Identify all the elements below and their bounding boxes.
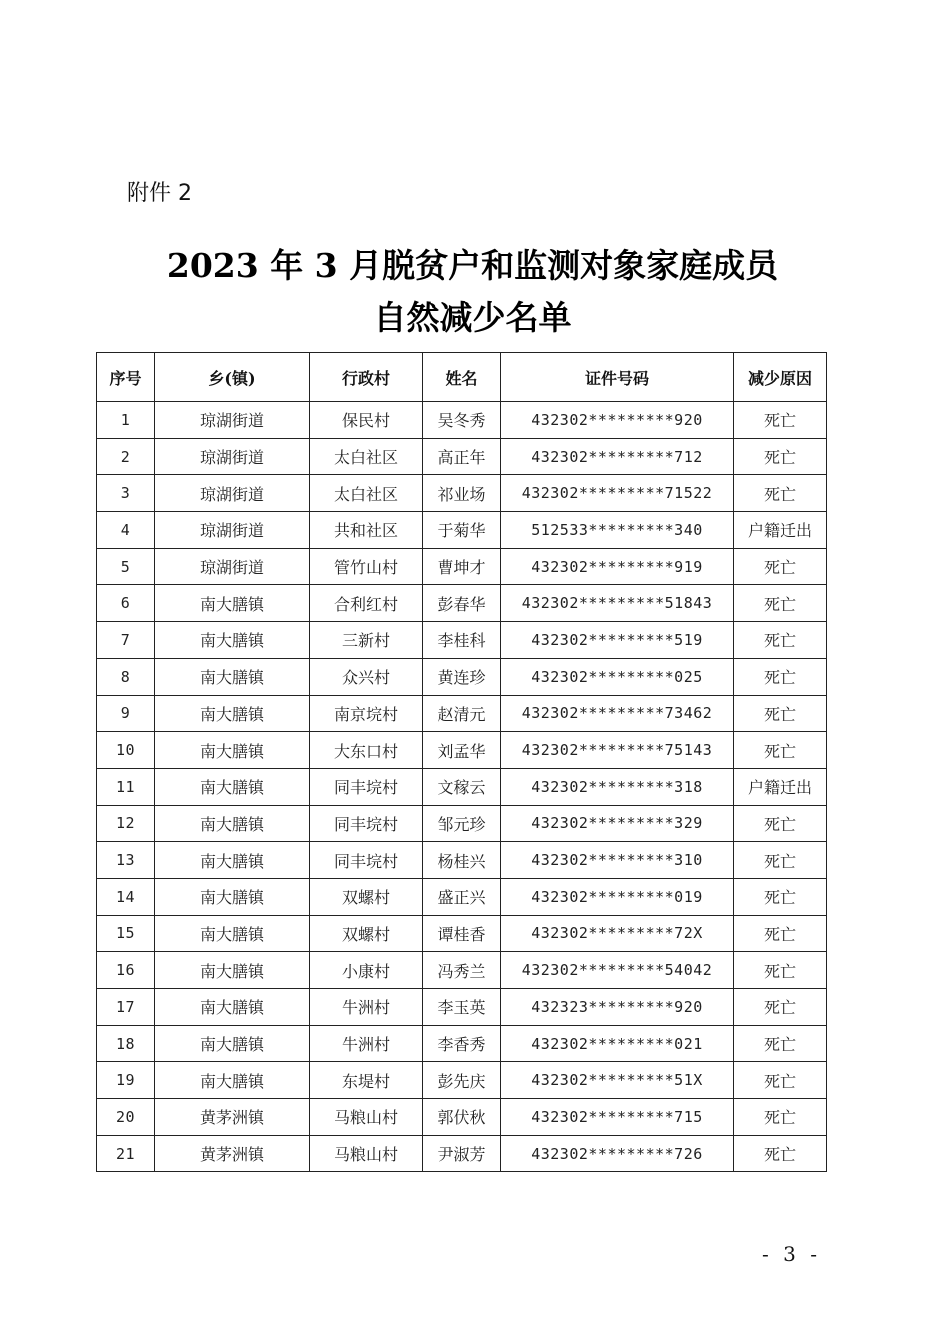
cell-id-number: 432302*********021 bbox=[501, 1025, 734, 1062]
cell-id-number: 432302*********025 bbox=[501, 658, 734, 695]
cell-village: 大东口村 bbox=[310, 732, 423, 769]
table-row bbox=[97, 622, 827, 659]
column-header-seq: 序号 bbox=[97, 353, 155, 402]
cell-seq: 2 bbox=[97, 438, 155, 475]
table-row bbox=[97, 842, 827, 879]
cell-town: 南大膳镇 bbox=[155, 989, 310, 1026]
cell-id-number: 432302*********318 bbox=[501, 768, 734, 805]
column-header-town: 乡(镇) bbox=[155, 353, 310, 402]
cell-village: 三新村 bbox=[310, 622, 423, 659]
cell-id-number: 432302*********920 bbox=[501, 402, 734, 439]
cell-name: 郭伏秋 bbox=[423, 1099, 501, 1136]
cell-id-number: 432302*********71522 bbox=[501, 475, 734, 512]
cell-id-number: 432302*********310 bbox=[501, 842, 734, 879]
cell-village: 双螺村 bbox=[310, 915, 423, 952]
document-title-line-2: 自然减少名单 bbox=[373, 298, 572, 337]
cell-town: 南大膳镇 bbox=[155, 768, 310, 805]
cell-seq: 10 bbox=[97, 732, 155, 769]
cell-name: 祁业场 bbox=[423, 475, 501, 512]
cell-name: 彭先庆 bbox=[423, 1062, 501, 1099]
cell-id-number: 432302*********54042 bbox=[501, 952, 734, 989]
cell-id-number: 432302*********75143 bbox=[501, 732, 734, 769]
column-header-reason: 减少原因 bbox=[734, 353, 827, 402]
cell-id-number: 432302*********51X bbox=[501, 1062, 734, 1099]
cell-name: 李玉英 bbox=[423, 989, 501, 1026]
cell-seq: 7 bbox=[97, 622, 155, 659]
cell-reason: 死亡 bbox=[734, 402, 827, 439]
page-number: - 3 - bbox=[762, 1242, 821, 1266]
cell-reason: 死亡 bbox=[734, 475, 827, 512]
cell-seq: 20 bbox=[97, 1099, 155, 1136]
cell-town: 南大膳镇 bbox=[155, 805, 310, 842]
cell-town: 琼湖街道 bbox=[155, 438, 310, 475]
document-title-line-1: 2023 年 3 月脱贫户和监测对象家庭成员 bbox=[166, 246, 779, 285]
table-row bbox=[97, 1099, 827, 1136]
cell-id-number: 432302*********51843 bbox=[501, 585, 734, 622]
table-row bbox=[97, 732, 827, 769]
table-row bbox=[97, 915, 827, 952]
cell-id-number: 432302*********72X bbox=[501, 915, 734, 952]
cell-seq: 14 bbox=[97, 878, 155, 915]
cell-name: 李桂科 bbox=[423, 622, 501, 659]
cell-town: 南大膳镇 bbox=[155, 842, 310, 879]
cell-id-number: 432323*********920 bbox=[501, 989, 734, 1026]
cell-town: 琼湖街道 bbox=[155, 512, 310, 549]
table-row bbox=[97, 695, 827, 732]
table-row bbox=[97, 768, 827, 805]
cell-town: 南大膳镇 bbox=[155, 1025, 310, 1062]
cell-reason: 死亡 bbox=[734, 585, 827, 622]
cell-village: 牛洲村 bbox=[310, 989, 423, 1026]
cell-id-number: 432302*********715 bbox=[501, 1099, 734, 1136]
cell-seq: 18 bbox=[97, 1025, 155, 1062]
cell-seq: 8 bbox=[97, 658, 155, 695]
cell-reason: 死亡 bbox=[734, 1025, 827, 1062]
cell-seq: 3 bbox=[97, 475, 155, 512]
cell-seq: 4 bbox=[97, 512, 155, 549]
cell-seq: 17 bbox=[97, 989, 155, 1026]
cell-name: 吴冬秀 bbox=[423, 402, 501, 439]
cell-name: 赵清元 bbox=[423, 695, 501, 732]
cell-town: 琼湖街道 bbox=[155, 402, 310, 439]
table-row bbox=[97, 878, 827, 915]
table-row bbox=[97, 658, 827, 695]
cell-seq: 16 bbox=[97, 952, 155, 989]
cell-reason: 死亡 bbox=[734, 915, 827, 952]
table-row bbox=[97, 475, 827, 512]
cell-reason: 死亡 bbox=[734, 989, 827, 1026]
table-row bbox=[97, 438, 827, 475]
cell-reason: 死亡 bbox=[734, 952, 827, 989]
cell-village: 同丰垸村 bbox=[310, 842, 423, 879]
cell-reason: 死亡 bbox=[734, 658, 827, 695]
cell-name: 黄连珍 bbox=[423, 658, 501, 695]
cell-village: 管竹山村 bbox=[310, 548, 423, 585]
cell-village: 合利红村 bbox=[310, 585, 423, 622]
cell-town: 南大膳镇 bbox=[155, 622, 310, 659]
cell-town: 南大膳镇 bbox=[155, 732, 310, 769]
table-row bbox=[97, 548, 827, 585]
cell-town: 南大膳镇 bbox=[155, 915, 310, 952]
cell-town: 南大膳镇 bbox=[155, 952, 310, 989]
cell-reason: 死亡 bbox=[734, 1135, 827, 1172]
cell-name: 冯秀兰 bbox=[423, 952, 501, 989]
cell-name: 杨桂兴 bbox=[423, 842, 501, 879]
cell-name: 彭春华 bbox=[423, 585, 501, 622]
cell-seq: 9 bbox=[97, 695, 155, 732]
cell-reason: 户籍迁出 bbox=[734, 512, 827, 549]
table-row bbox=[97, 805, 827, 842]
cell-town: 琼湖街道 bbox=[155, 548, 310, 585]
cell-reason: 死亡 bbox=[734, 1099, 827, 1136]
cell-village: 同丰垸村 bbox=[310, 805, 423, 842]
cell-seq: 13 bbox=[97, 842, 155, 879]
table-row bbox=[97, 1025, 827, 1062]
cell-village: 众兴村 bbox=[310, 658, 423, 695]
roster-table bbox=[96, 352, 827, 1172]
cell-village: 东堤村 bbox=[310, 1062, 423, 1099]
cell-village: 共和社区 bbox=[310, 512, 423, 549]
cell-name: 谭桂香 bbox=[423, 915, 501, 952]
cell-village: 太白社区 bbox=[310, 438, 423, 475]
table-row bbox=[97, 402, 827, 439]
cell-name: 盛正兴 bbox=[423, 878, 501, 915]
cell-seq: 6 bbox=[97, 585, 155, 622]
cell-town: 黄茅洲镇 bbox=[155, 1135, 310, 1172]
column-header-name: 姓名 bbox=[423, 353, 501, 402]
cell-town: 黄茅洲镇 bbox=[155, 1099, 310, 1136]
cell-name: 文稼云 bbox=[423, 768, 501, 805]
table-row bbox=[97, 1135, 827, 1172]
cell-village: 双螺村 bbox=[310, 878, 423, 915]
cell-name: 刘孟华 bbox=[423, 732, 501, 769]
cell-reason: 死亡 bbox=[734, 622, 827, 659]
cell-reason: 死亡 bbox=[734, 548, 827, 585]
column-header-id-number: 证件号码 bbox=[501, 353, 734, 402]
column-header-village: 行政村 bbox=[310, 353, 423, 402]
cell-seq: 19 bbox=[97, 1062, 155, 1099]
cell-seq: 5 bbox=[97, 548, 155, 585]
cell-village: 小康村 bbox=[310, 952, 423, 989]
cell-seq: 15 bbox=[97, 915, 155, 952]
cell-id-number: 432302*********73462 bbox=[501, 695, 734, 732]
cell-name: 尹淑芳 bbox=[423, 1135, 501, 1172]
cell-seq: 11 bbox=[97, 768, 155, 805]
cell-id-number: 432302*********919 bbox=[501, 548, 734, 585]
cell-seq: 1 bbox=[97, 402, 155, 439]
cell-town: 南大膳镇 bbox=[155, 878, 310, 915]
cell-village: 马粮山村 bbox=[310, 1099, 423, 1136]
cell-id-number: 512533*********340 bbox=[501, 512, 734, 549]
table-row bbox=[97, 512, 827, 549]
cell-name: 高正年 bbox=[423, 438, 501, 475]
cell-name: 李香秀 bbox=[423, 1025, 501, 1062]
cell-village: 南京垸村 bbox=[310, 695, 423, 732]
cell-reason: 死亡 bbox=[734, 878, 827, 915]
cell-reason: 死亡 bbox=[734, 842, 827, 879]
cell-village: 同丰垸村 bbox=[310, 768, 423, 805]
attachment-label: 附件 2 bbox=[127, 181, 192, 206]
cell-seq: 12 bbox=[97, 805, 155, 842]
cell-id-number: 432302*********019 bbox=[501, 878, 734, 915]
cell-reason: 死亡 bbox=[734, 695, 827, 732]
cell-name: 邹元珍 bbox=[423, 805, 501, 842]
cell-reason: 死亡 bbox=[734, 805, 827, 842]
cell-id-number: 432302*********712 bbox=[501, 438, 734, 475]
cell-seq: 21 bbox=[97, 1135, 155, 1172]
table-row bbox=[97, 1062, 827, 1099]
cell-reason: 死亡 bbox=[734, 438, 827, 475]
cell-town: 南大膳镇 bbox=[155, 1062, 310, 1099]
table-header-row bbox=[97, 353, 827, 402]
cell-town: 琼湖街道 bbox=[155, 475, 310, 512]
cell-town: 南大膳镇 bbox=[155, 585, 310, 622]
cell-reason: 户籍迁出 bbox=[734, 768, 827, 805]
cell-town: 南大膳镇 bbox=[155, 658, 310, 695]
cell-id-number: 432302*********726 bbox=[501, 1135, 734, 1172]
cell-reason: 死亡 bbox=[734, 1062, 827, 1099]
cell-reason: 死亡 bbox=[734, 732, 827, 769]
table-row bbox=[97, 952, 827, 989]
cell-name: 于菊华 bbox=[423, 512, 501, 549]
cell-id-number: 432302*********329 bbox=[501, 805, 734, 842]
cell-id-number: 432302*********519 bbox=[501, 622, 734, 659]
cell-name: 曹坤才 bbox=[423, 548, 501, 585]
cell-village: 太白社区 bbox=[310, 475, 423, 512]
cell-village: 马粮山村 bbox=[310, 1135, 423, 1172]
table-row bbox=[97, 989, 827, 1026]
cell-village: 牛洲村 bbox=[310, 1025, 423, 1062]
table-row bbox=[97, 585, 827, 622]
cell-village: 保民村 bbox=[310, 402, 423, 439]
cell-town: 南大膳镇 bbox=[155, 695, 310, 732]
